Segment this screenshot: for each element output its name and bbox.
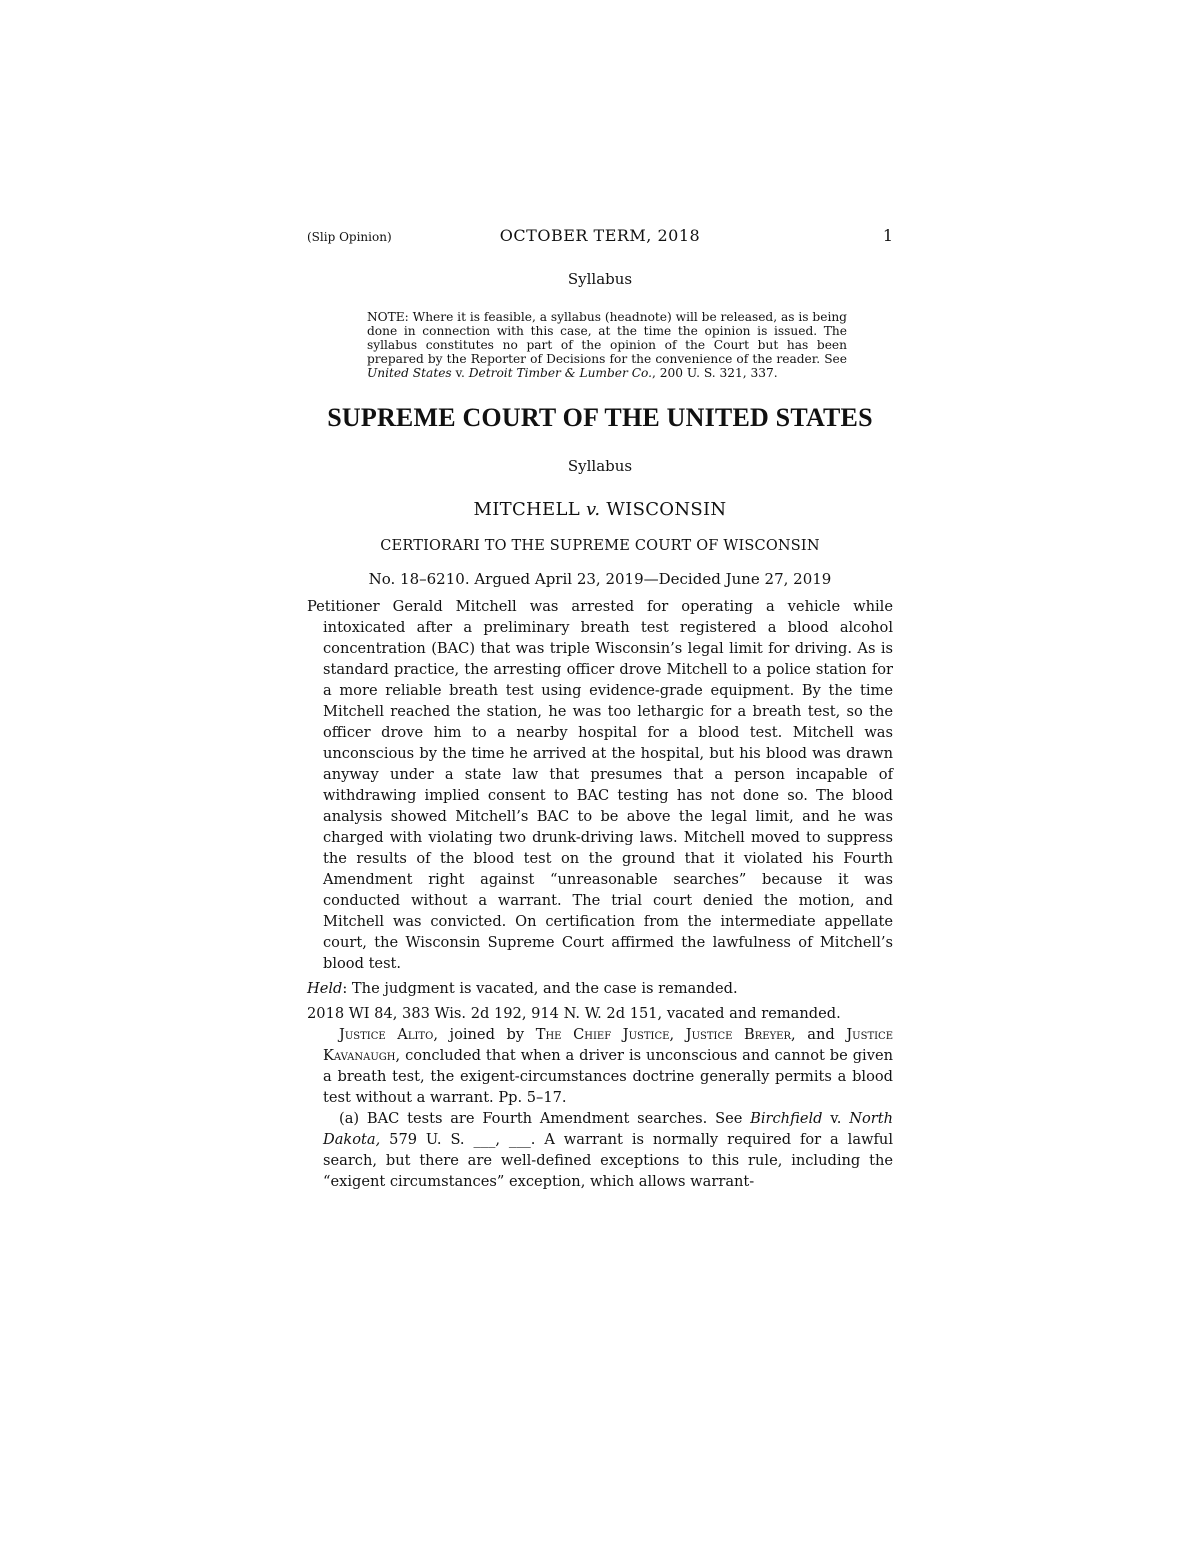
document-page	[307, 222, 893, 1192]
note-text: NOTE: Where it is feasible, a syllabus (headnote) will be released, as is being done in connection with this case, at the time the opinion is issued. The syllabus constitutes no part of the opinion of the Court but has been prepared by the Reporter of Decisions for the convenience of the reader. See United States v. Detroit Timber & Lumber Co., 200 U. S. 321, 337.	[367, 310, 847, 380]
syllabus-heading: Syllabus	[567, 457, 633, 475]
syllabus-heading-top: Syllabus	[567, 270, 633, 288]
case-name: MITCHELL v. WISCONSIN	[473, 499, 727, 520]
docket-line: No. 18–6210. Argued April 23, 2019—Decided June 27, 2019	[368, 570, 832, 588]
facts-paragraph: Petitioner Gerald Mitchell was arrested for operating a vehicle while intoxicated after a preliminary breath test registered a blood alcohol concentration (BAC) that was triple Wisconsin’s legal limit for driving. As is standard practice, the arresting officer drove Mitchell to a police station for a more reliable breath test using evidence-grade equipment. By the time Mitchell reached the station, he was too lethargic for a breath test, so the officer drove him to a nearby hospital for a blood test. Mitchell was unconscious by the time he arrived at the hospital, but his blood was drawn anyway under a state law that presumes that a person incapable of withdrawing implied consent to BAC testing has not done so. The blood analysis showed Mitchell’s BAC to be above the legal limit, and he was charged with violating two drunk-driving laws. Mitchell moved to suppress the results of the blood test on the ground that it violated his Fourth Amendment right against “unreasonable searches” because it was conducted without a warrant. The trial court denied the motion, and Mitchell was convicted. On certification from the intermediate appellate court, the Wisconsin Supreme Court affirmed the lawfulness of Mitchell’s blood test.	[307, 598, 893, 972]
page-number: 1	[882, 226, 893, 245]
holding-paragraph: Justice Alito, joined by The Chief Justice, Justice Breyer, and Justice Kavanaugh, concluded that when a driver is unconscious and cannot be given a breath test, the exigent-circumstances doctrine generally permits a blood test without a warrant. Pp. 5–17.	[323, 1026, 894, 1106]
slip-opinion-label: (Slip Opinion)	[307, 230, 392, 244]
citation-paragraph: 2018 WI 84, 383 Wis. 2d 192, 914 N. W. 2d 151, vacated and remanded.	[307, 1005, 841, 1022]
certiorari-line: CERTIORARI TO THE SUPREME COURT OF WISCONSIN	[380, 538, 820, 554]
term-label: OCTOBER TERM, 2018	[499, 226, 701, 245]
page-header	[307, 222, 893, 250]
holding-a-paragraph: (a) BAC tests are Fourth Amendment searches. See Birchfield v. North Dakota, 579 U. S. ___, ___. A warrant is normally required for a lawful search, but there are well-defined exceptions to this rule, including the “exigent circumstances” exception, which allows warrant-	[323, 1110, 893, 1190]
held-paragraph: Held: The judgment is vacated, and the case is remanded.	[307, 980, 738, 997]
syllabus-note	[353, 310, 847, 380]
court-title: SUPREME COURT OF THE UNITED STATES	[327, 403, 873, 432]
